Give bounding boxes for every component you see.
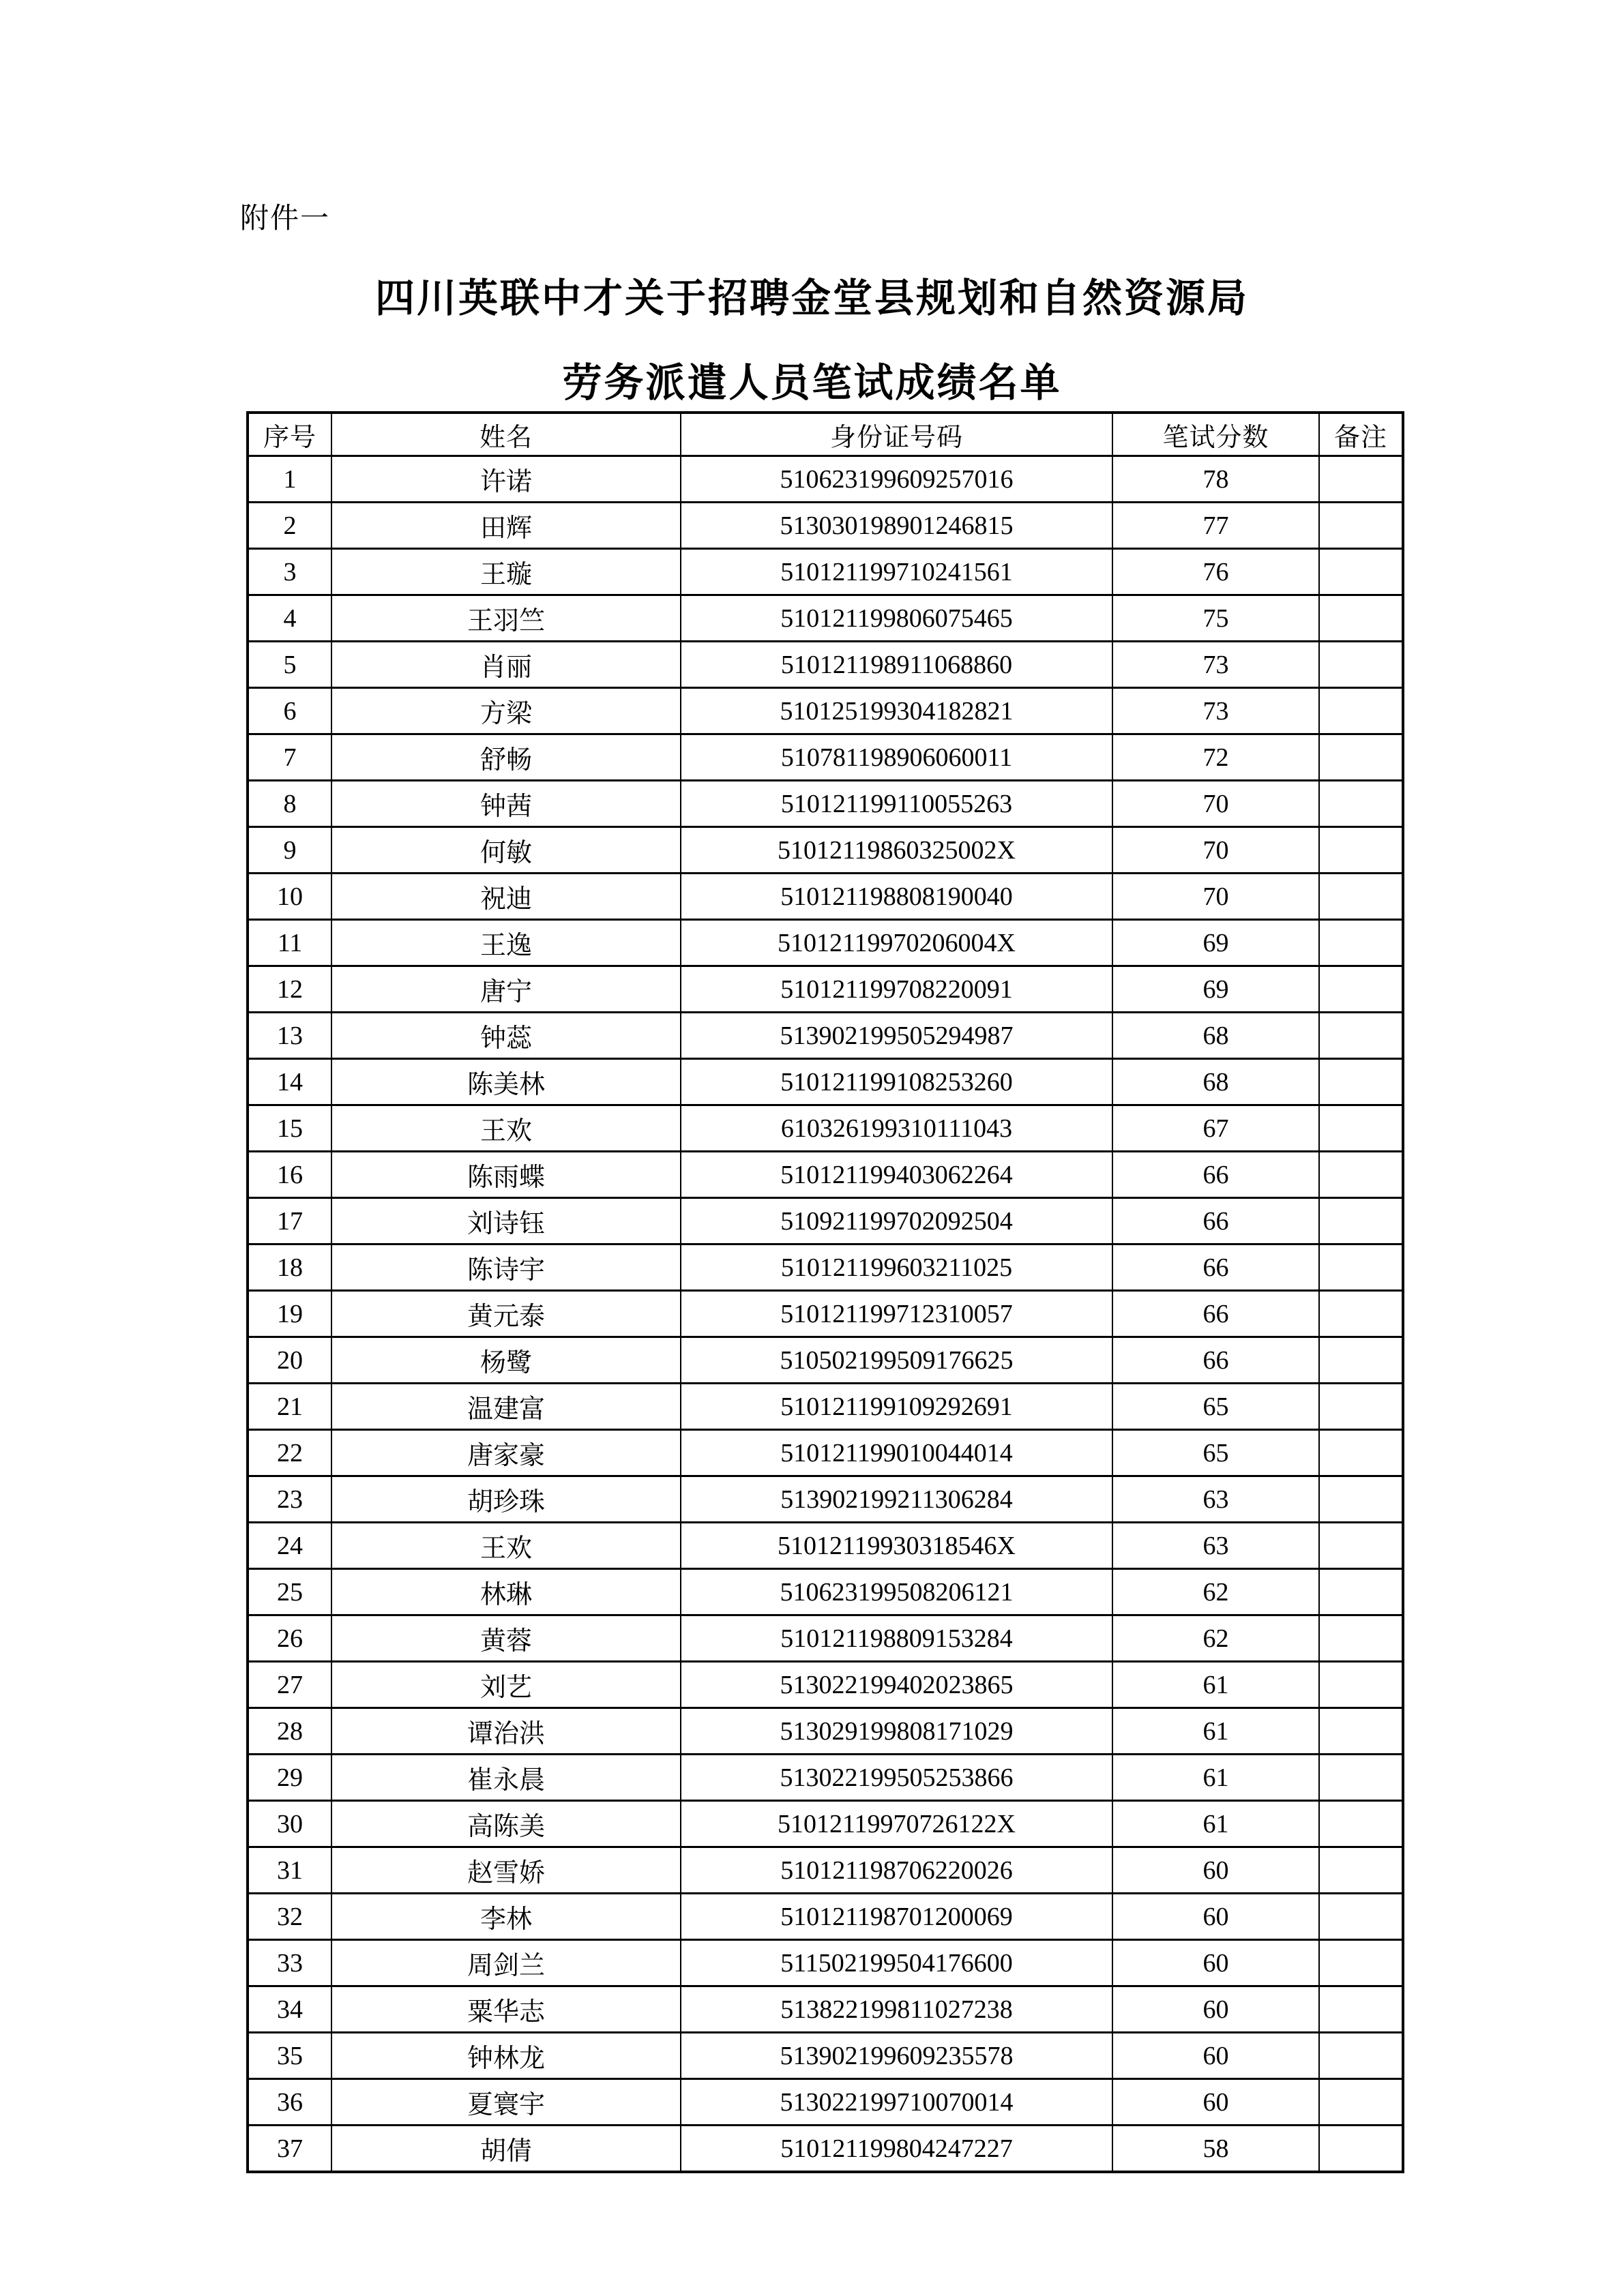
id-number-cell: 513022199402023865 (681, 1662, 1112, 1708)
id-number-cell: 513902199609235578 (681, 2033, 1112, 2079)
table-row (248, 595, 1403, 642)
score-cell: 65 (1112, 1384, 1319, 1430)
row-index-cell: 7 (248, 734, 331, 781)
table-row (248, 920, 1403, 966)
note-cell (1319, 874, 1403, 920)
name-cell: 王欢 (331, 1105, 681, 1152)
name-cell: 祝迪 (331, 874, 681, 920)
note-cell (1319, 1013, 1403, 1059)
name-cell: 舒畅 (331, 734, 681, 781)
table-row (248, 456, 1403, 503)
note-cell (1319, 1523, 1403, 1569)
name-cell: 胡珍珠 (331, 1476, 681, 1523)
note-cell (1319, 1847, 1403, 1894)
score-cell: 63 (1112, 1476, 1319, 1523)
score-cell: 62 (1112, 1569, 1319, 1615)
score-cell: 63 (1112, 1523, 1319, 1569)
score-cell: 67 (1112, 1105, 1319, 1152)
name-cell: 王欢 (331, 1523, 681, 1569)
name-cell: 温建富 (331, 1384, 681, 1430)
row-index-cell: 34 (248, 1986, 331, 2033)
row-index-cell: 33 (248, 1940, 331, 1986)
name-cell: 陈诗宇 (331, 1244, 681, 1291)
table-header-cell: 姓名 (331, 413, 681, 456)
id-number-cell: 510121199110055263 (681, 781, 1112, 827)
table-row (248, 1894, 1403, 1940)
table-row (248, 1244, 1403, 1291)
id-number-cell: 510781198906060011 (681, 734, 1112, 781)
note-cell (1319, 1662, 1403, 1708)
table-row (248, 966, 1403, 1013)
score-cell: 65 (1112, 1430, 1319, 1476)
name-cell: 许诺 (331, 456, 681, 503)
score-cell: 60 (1112, 1986, 1319, 2033)
table-row (248, 2079, 1403, 2126)
page-title-line1: 四川英联中才关于招聘金堂县规划和自然资源局 (374, 276, 1249, 320)
row-index-cell: 12 (248, 966, 331, 1013)
row-index-cell: 13 (248, 1013, 331, 1059)
score-cell: 60 (1112, 1847, 1319, 1894)
table-row (248, 1337, 1403, 1384)
name-cell: 崔永晨 (331, 1755, 681, 1801)
name-cell: 刘艺 (331, 1662, 681, 1708)
id-number-cell: 610326199310111043 (681, 1105, 1112, 1152)
row-index-cell: 28 (248, 1708, 331, 1755)
table-row (248, 2033, 1403, 2079)
id-number-cell: 51012119970206004X (681, 920, 1112, 966)
score-cell: 61 (1112, 1708, 1319, 1755)
table-header-cell: 备注 (1319, 413, 1403, 456)
row-index-cell: 4 (248, 595, 331, 642)
score-cell: 60 (1112, 1894, 1319, 1940)
score-cell: 70 (1112, 874, 1319, 920)
table-row (248, 688, 1403, 734)
row-index-cell: 8 (248, 781, 331, 827)
score-cell: 61 (1112, 1662, 1319, 1708)
score-cell: 76 (1112, 549, 1319, 595)
id-number-cell: 510121199109292691 (681, 1384, 1112, 1430)
row-index-cell: 25 (248, 1569, 331, 1615)
table-body (248, 456, 1403, 2173)
id-number-cell: 510121199403062264 (681, 1152, 1112, 1198)
id-number-cell: 510121198809153284 (681, 1615, 1112, 1662)
row-index-cell: 36 (248, 2079, 331, 2126)
name-cell: 陈雨蝶 (331, 1152, 681, 1198)
row-index-cell: 10 (248, 874, 331, 920)
row-index-cell: 22 (248, 1430, 331, 1476)
row-index-cell: 17 (248, 1198, 331, 1244)
note-cell (1319, 688, 1403, 734)
table-row (248, 1708, 1403, 1755)
note-cell (1319, 2033, 1403, 2079)
id-number-cell: 513029199808171029 (681, 1708, 1112, 1755)
table-row (248, 1384, 1403, 1430)
table-row (248, 781, 1403, 827)
note-cell (1319, 920, 1403, 966)
name-cell: 赵雪娇 (331, 1847, 681, 1894)
page-title-line2: 劳务派遣人员笔试成绩名单 (562, 361, 1062, 405)
note-cell (1319, 1105, 1403, 1152)
score-cell: 61 (1112, 1755, 1319, 1801)
row-index-cell: 11 (248, 920, 331, 966)
name-cell: 黄元泰 (331, 1291, 681, 1337)
id-number-cell: 513022199710070014 (681, 2079, 1112, 2126)
score-cell: 60 (1112, 1940, 1319, 1986)
name-cell: 田辉 (331, 503, 681, 549)
row-index-cell: 5 (248, 642, 331, 688)
table-row (248, 1755, 1403, 1801)
row-index-cell: 15 (248, 1105, 331, 1152)
score-cell: 78 (1112, 456, 1319, 503)
id-number-cell: 510125199304182821 (681, 688, 1112, 734)
row-index-cell: 24 (248, 1523, 331, 1569)
note-cell (1319, 2079, 1403, 2126)
id-number-cell: 51012119860325002X (681, 827, 1112, 874)
note-cell (1319, 1801, 1403, 1847)
id-number-cell: 510121199010044014 (681, 1430, 1112, 1476)
row-index-cell: 29 (248, 1755, 331, 1801)
note-cell (1319, 1430, 1403, 1476)
id-number-cell: 510623199609257016 (681, 456, 1112, 503)
row-index-cell: 1 (248, 456, 331, 503)
name-cell: 李林 (331, 1894, 681, 1940)
id-number-cell: 513902199211306284 (681, 1476, 1112, 1523)
name-cell: 唐家豪 (331, 1430, 681, 1476)
table-row (248, 734, 1403, 781)
table-row (248, 1801, 1403, 1847)
score-cell: 66 (1112, 1337, 1319, 1384)
name-cell: 高陈美 (331, 1801, 681, 1847)
note-cell (1319, 503, 1403, 549)
row-index-cell: 16 (248, 1152, 331, 1198)
row-index-cell: 19 (248, 1291, 331, 1337)
id-number-cell: 510121199108253260 (681, 1059, 1112, 1105)
name-cell: 王璇 (331, 549, 681, 595)
row-index-cell: 18 (248, 1244, 331, 1291)
score-cell: 72 (1112, 734, 1319, 781)
name-cell: 肖丽 (331, 642, 681, 688)
score-cell: 70 (1112, 827, 1319, 874)
name-cell: 周剑兰 (331, 1940, 681, 1986)
table-row (248, 503, 1403, 549)
row-index-cell: 6 (248, 688, 331, 734)
note-cell (1319, 827, 1403, 874)
score-cell: 69 (1112, 920, 1319, 966)
name-cell: 唐宁 (331, 966, 681, 1013)
id-number-cell: 510623199508206121 (681, 1569, 1112, 1615)
table-row (248, 827, 1403, 874)
name-cell: 钟蕊 (331, 1013, 681, 1059)
name-cell: 林琳 (331, 1569, 681, 1615)
id-number-cell: 513822199811027238 (681, 1986, 1112, 2033)
table-row (248, 1059, 1403, 1105)
note-cell (1319, 595, 1403, 642)
name-cell: 粟华志 (331, 1986, 681, 2033)
id-number-cell: 513022199505253866 (681, 1755, 1112, 1801)
name-cell: 钟茜 (331, 781, 681, 827)
row-index-cell: 14 (248, 1059, 331, 1105)
row-index-cell: 3 (248, 549, 331, 595)
table-row (248, 1013, 1403, 1059)
id-number-cell: 510121199708220091 (681, 966, 1112, 1013)
id-number-cell: 513902199505294987 (681, 1013, 1112, 1059)
table-row (248, 549, 1403, 595)
score-cell: 75 (1112, 595, 1319, 642)
table-header-cell: 身份证号码 (681, 413, 1112, 456)
note-cell (1319, 1569, 1403, 1615)
name-cell: 杨鹭 (331, 1337, 681, 1384)
id-number-cell: 510502199509176625 (681, 1337, 1112, 1384)
id-number-cell: 51012119930318546X (681, 1523, 1112, 1569)
id-number-cell: 510121199804247227 (681, 2126, 1112, 2173)
table-row (248, 874, 1403, 920)
score-cell: 60 (1112, 2033, 1319, 2079)
table-row (248, 1430, 1403, 1476)
note-cell (1319, 1337, 1403, 1384)
name-cell: 黄蓉 (331, 1615, 681, 1662)
score-cell: 66 (1112, 1152, 1319, 1198)
id-number-cell: 511502199504176600 (681, 1940, 1112, 1986)
score-cell: 69 (1112, 966, 1319, 1013)
note-cell (1319, 549, 1403, 595)
table-row (248, 1198, 1403, 1244)
note-cell (1319, 1059, 1403, 1105)
table-header-cell: 序号 (248, 413, 331, 456)
score-cell: 58 (1112, 2126, 1319, 2173)
table-row (248, 1476, 1403, 1523)
row-index-cell: 21 (248, 1384, 331, 1430)
table-row (248, 1615, 1403, 1662)
id-number-cell: 510121198706220026 (681, 1847, 1112, 1894)
note-cell (1319, 734, 1403, 781)
name-cell: 陈美林 (331, 1059, 681, 1105)
row-index-cell: 31 (248, 1847, 331, 1894)
table-row (248, 1662, 1403, 1708)
row-index-cell: 37 (248, 2126, 331, 2173)
score-cell: 73 (1112, 642, 1319, 688)
table-row (248, 642, 1403, 688)
name-cell: 方梁 (331, 688, 681, 734)
row-index-cell: 2 (248, 503, 331, 549)
name-cell: 夏寰宇 (331, 2079, 681, 2126)
name-cell: 胡倩 (331, 2126, 681, 2173)
id-number-cell: 510121198701200069 (681, 1894, 1112, 1940)
note-cell (1319, 1615, 1403, 1662)
name-cell: 王羽竺 (331, 595, 681, 642)
score-cell: 70 (1112, 781, 1319, 827)
note-cell (1319, 1244, 1403, 1291)
id-number-cell: 510121199710241561 (681, 549, 1112, 595)
note-cell (1319, 1708, 1403, 1755)
table-row (248, 1523, 1403, 1569)
note-cell (1319, 1152, 1403, 1198)
score-cell: 66 (1112, 1198, 1319, 1244)
note-cell (1319, 1198, 1403, 1244)
id-number-cell: 510121199712310057 (681, 1291, 1112, 1337)
results-table (246, 411, 1404, 2173)
name-cell: 谭治洪 (331, 1708, 681, 1755)
row-index-cell: 32 (248, 1894, 331, 1940)
table-row (248, 1569, 1403, 1615)
note-cell (1319, 456, 1403, 503)
note-cell (1319, 642, 1403, 688)
table-row (248, 1105, 1403, 1152)
name-cell: 何敏 (331, 827, 681, 874)
table-row (248, 2126, 1403, 2173)
score-cell: 68 (1112, 1059, 1319, 1105)
score-cell: 66 (1112, 1291, 1319, 1337)
row-index-cell: 30 (248, 1801, 331, 1847)
id-number-cell: 510121198911068860 (681, 642, 1112, 688)
table-row (248, 1940, 1403, 1986)
score-cell: 77 (1112, 503, 1319, 549)
row-index-cell: 9 (248, 827, 331, 874)
row-index-cell: 26 (248, 1615, 331, 1662)
row-index-cell: 27 (248, 1662, 331, 1708)
note-cell (1319, 781, 1403, 827)
note-cell (1319, 1986, 1403, 2033)
note-cell (1319, 1291, 1403, 1337)
score-cell: 61 (1112, 1801, 1319, 1847)
table-row (248, 1291, 1403, 1337)
note-cell (1319, 1940, 1403, 1986)
score-cell: 60 (1112, 2079, 1319, 2126)
table-row (248, 1152, 1403, 1198)
score-cell: 62 (1112, 1615, 1319, 1662)
note-cell (1319, 966, 1403, 1013)
note-cell (1319, 1894, 1403, 1940)
row-index-cell: 23 (248, 1476, 331, 1523)
attachment-label: 附件一 (240, 203, 331, 235)
id-number-cell: 51012119970726122X (681, 1801, 1112, 1847)
note-cell (1319, 1384, 1403, 1430)
score-cell: 73 (1112, 688, 1319, 734)
id-number-cell: 510121198808190040 (681, 874, 1112, 920)
table-header-row (248, 413, 1403, 456)
id-number-cell: 510121199806075465 (681, 595, 1112, 642)
id-number-cell: 510121199603211025 (681, 1244, 1112, 1291)
row-index-cell: 35 (248, 2033, 331, 2079)
table-header-cell: 笔试分数 (1112, 413, 1319, 456)
table-row (248, 1986, 1403, 2033)
id-number-cell: 513030198901246815 (681, 503, 1112, 549)
score-cell: 66 (1112, 1244, 1319, 1291)
table-row (248, 1847, 1403, 1894)
note-cell (1319, 1476, 1403, 1523)
name-cell: 王逸 (331, 920, 681, 966)
note-cell (1319, 2126, 1403, 2173)
note-cell (1319, 1755, 1403, 1801)
id-number-cell: 510921199702092504 (681, 1198, 1112, 1244)
row-index-cell: 20 (248, 1337, 331, 1384)
name-cell: 钟林龙 (331, 2033, 681, 2079)
score-cell: 68 (1112, 1013, 1319, 1059)
name-cell: 刘诗钰 (331, 1198, 681, 1244)
